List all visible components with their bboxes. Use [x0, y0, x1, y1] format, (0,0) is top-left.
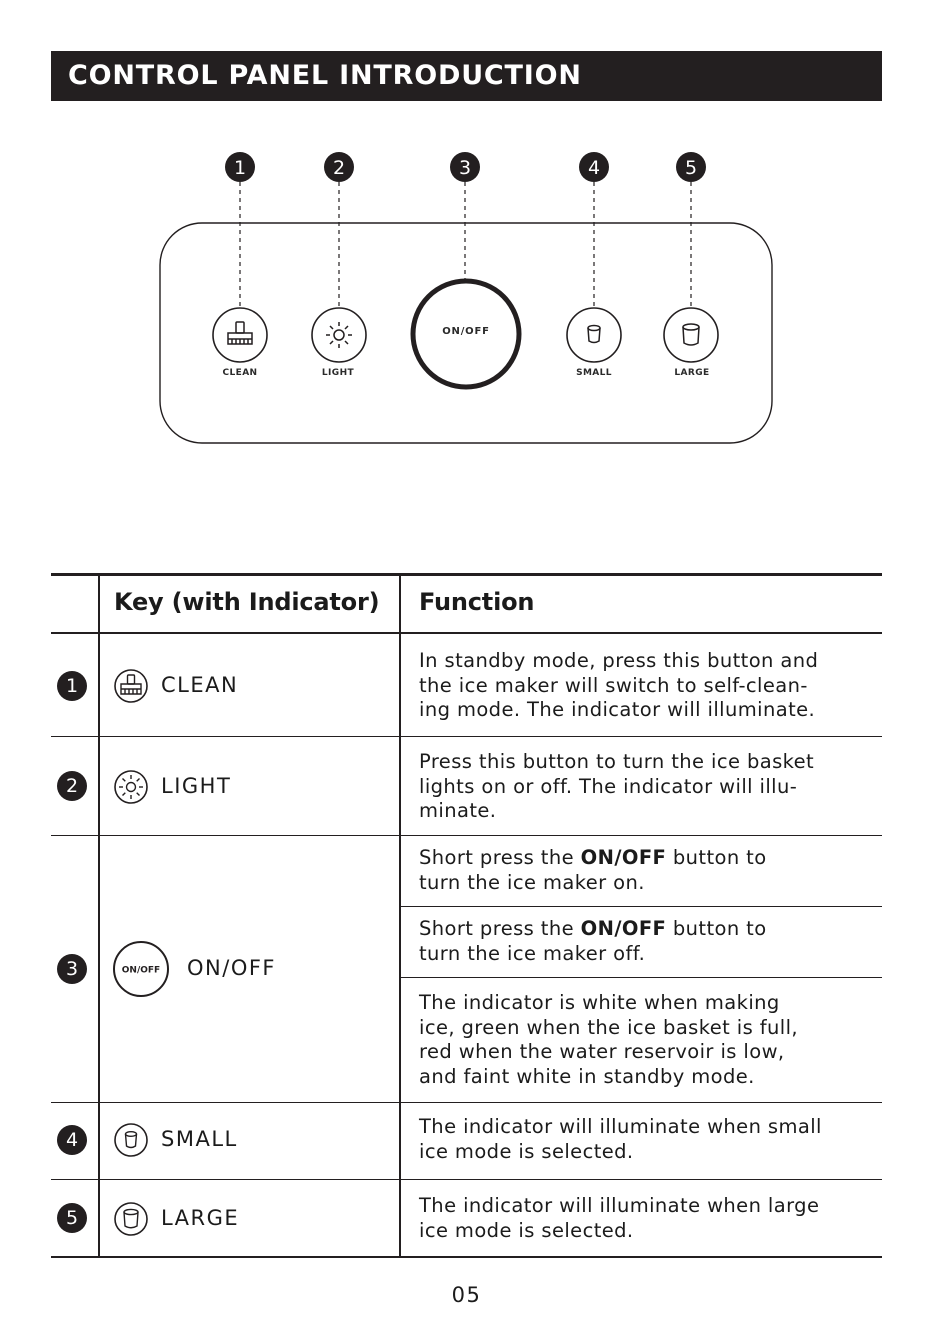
function-line: the ice maker will switch to self-clean- — [419, 673, 808, 697]
function-text-clean — [419, 649, 889, 723]
function-line: ice, green when the ice basket is full, — [419, 1015, 799, 1039]
onoff-label: ON/OFF — [442, 326, 490, 337]
key-label-onoff: ON/OFF — [187, 956, 277, 980]
function-text-light — [419, 750, 889, 824]
broom-icon — [113, 668, 149, 704]
row-number-3: 3 — [57, 954, 87, 984]
function-line: ice mode is selected. — [419, 1139, 634, 1163]
function-line: The indicator will illuminate when large — [419, 1194, 820, 1217]
row-number-4: 4 — [57, 1125, 87, 1155]
key-label-light: LIGHT — [161, 774, 232, 798]
row-divider-3 — [51, 1102, 882, 1103]
header-function: Function — [419, 588, 535, 616]
function-line: The indicator will illuminate when small — [419, 1115, 822, 1138]
table-col-rule-1 — [98, 573, 100, 1258]
light-label: LIGHT — [321, 368, 355, 378]
section-title: CONTROL PANEL INTRODUCTION — [51, 51, 882, 101]
row-number-5: 5 — [57, 1203, 87, 1233]
function-text-large — [419, 1194, 889, 1243]
function-line: minate. — [419, 799, 497, 822]
row-divider-4 — [51, 1179, 882, 1180]
function-line: ing mode. The indicator will illuminate. — [419, 698, 816, 721]
sub-divider-2 — [401, 977, 882, 978]
table-col-rule-2 — [399, 573, 401, 1258]
callout-1: 1 — [233, 157, 247, 179]
function-line: Press this button to turn the ice basket — [419, 750, 815, 773]
sun-icon — [113, 769, 149, 805]
header-key: Key (with Indicator) — [114, 588, 380, 616]
row-divider-1 — [51, 736, 882, 737]
control-panel-diagram — [0, 0, 933, 470]
table-bottom-rule — [51, 1256, 882, 1258]
svg-text:ON/OFF: ON/OFF — [121, 965, 161, 976]
callout-4: 4 — [587, 157, 601, 179]
function-line: red when the water reservoir is low, — [419, 1040, 785, 1063]
clean-label: CLEAN — [222, 368, 258, 378]
page-number: 05 — [451, 1283, 482, 1307]
callout-2: 2 — [332, 157, 346, 179]
function-line: In standby mode, press this button and — [419, 649, 819, 672]
onoff-key-icon — [112, 940, 170, 998]
function-line: The indicator is white when making — [419, 991, 780, 1014]
sub-divider-1 — [401, 906, 882, 907]
function-text-small — [419, 1115, 889, 1164]
key-label-small: SMALL — [161, 1127, 238, 1151]
function-line: lights on or off. The indicator will illu- — [419, 774, 798, 798]
small-cup-icon — [113, 1122, 149, 1158]
light-button[interactable] — [312, 308, 366, 362]
key-label-large: LARGE — [161, 1206, 240, 1230]
callout-3: 3 — [458, 157, 472, 179]
function-text-onoff-off: Short press the ON/OFF button to turn the ice maker off. — [419, 917, 767, 965]
key-label-clean: CLEAN — [161, 673, 239, 697]
small-label: SMALL — [576, 368, 612, 378]
large-button[interactable] — [664, 308, 718, 362]
table-top-rule — [51, 573, 882, 576]
function-text-onoff-on: Short press the ON/OFF button to turn the ice maker on. — [419, 846, 767, 894]
function-line: and faint white in standby mode. — [419, 1064, 755, 1088]
clean-button[interactable] — [213, 308, 267, 362]
callout-5: 5 — [684, 157, 698, 179]
row-number-2: 2 — [57, 771, 87, 801]
large-cup-icon — [113, 1201, 149, 1237]
function-line: ice mode is selected. — [419, 1218, 634, 1242]
row-divider-2 — [51, 835, 882, 836]
row-number-1: 1 — [57, 671, 87, 701]
function-text-indicator — [419, 991, 889, 1089]
table-header-rule — [51, 632, 882, 634]
small-button[interactable] — [567, 308, 621, 362]
large-label: LARGE — [674, 368, 710, 378]
